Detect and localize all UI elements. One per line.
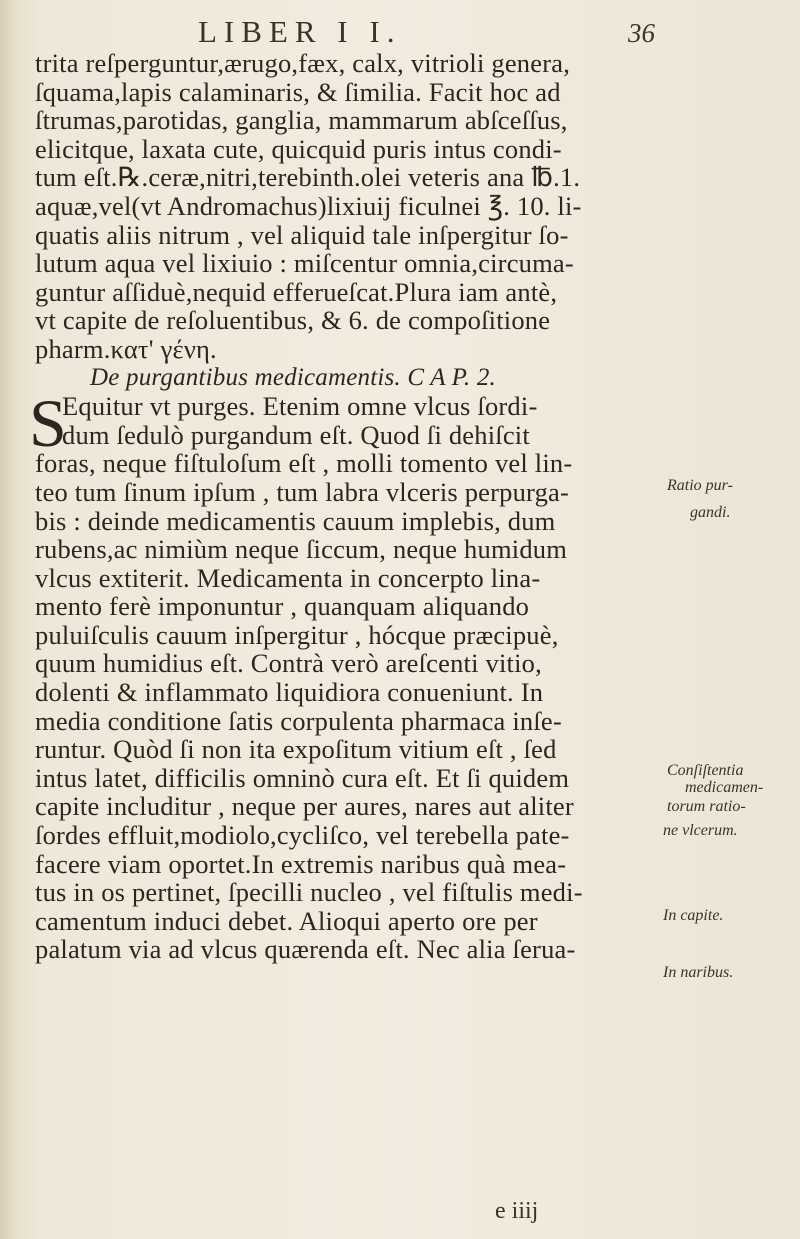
text-line: dum ſedulò purgandum eſt. Quod ſi dehiſcit — [62, 419, 530, 450]
text-line: guntur aſſiduè,nequid efferueſcat.Plura iam antè, — [35, 276, 558, 307]
margin-note-consistentia: Conſiſtentia — [667, 762, 744, 779]
page-gutter-shadow — [0, 0, 14, 1239]
margin-note-naribus: In naribus. — [663, 964, 734, 981]
text-line: ſquama,lapis calaminaris, & ſimilia. Facit hoc ad — [35, 76, 561, 107]
text-line: quum humidius eſt. Contrà verò areſcenti vitio, — [35, 648, 542, 679]
running-title: LIBER I I. — [198, 14, 402, 49]
text-line: pharm.κατ' γένη. — [35, 333, 217, 364]
margin-note-consistentia-cont: medicamen- — [685, 779, 764, 796]
chapter-heading: De purgantibus medicamentis. C A P. 2. — [90, 363, 496, 391]
text-line: palatum via ad vlcus quærenda eſt. Nec alia ſerua- — [35, 934, 576, 965]
text-line: camentum induci debet. Alioqui aperto ore per — [35, 905, 538, 936]
marginalia — [660, 0, 800, 1239]
text-line: quatis aliis nitrum , vel aliquid tale inſpergitur ſo- — [35, 219, 569, 250]
text-line: elicitque, laxata cute, quicquid puris intus condi- — [35, 133, 562, 164]
drop-cap: S — [29, 385, 68, 462]
catchword: e iiij — [495, 1198, 539, 1224]
text-line: bis : deinde medicamentis cauum implebis, dum — [35, 505, 556, 536]
main-text-block — [29, 48, 655, 965]
text-line: vt capite de reſoluentibus, & 6. de compoſitione — [35, 305, 551, 336]
margin-note-ratio-cont: gandi. — [690, 504, 731, 521]
text-line: dolenti & inflammato liquidiora conueniunt. In — [35, 677, 544, 708]
margin-note-capite: In capite. — [663, 907, 724, 924]
text-line: capite includitur , neque per aures, nares aut aliter — [35, 791, 574, 822]
text-line: intus latet, difficilis omninò cura eſt. Et ſi quidem — [35, 762, 570, 793]
text-line: puluiſculis cauum inſpergitur , hócque præcipuè, — [35, 619, 559, 650]
text-line: trita reſperguntur,ærugo,fæx, calx, vitrioli genera, — [35, 48, 571, 78]
text-line: tum eſt.℞.ceræ,nitri,terebinth.olei veteris ana ℔.1. — [35, 162, 581, 193]
page-number: 36 — [628, 18, 655, 48]
text-line: media conditione ſatis corpulenta pharmaca inſe- — [35, 705, 562, 736]
text-line: ſordes effluit,modiolo,cycliſco, vel terebella pate- — [35, 820, 570, 851]
text-line: rubens,ac nimiùm neque ſiccum, neque humidum — [35, 534, 568, 565]
text-line: aquæ,vel(vt Andromachus)lixiuij ficulnei ℥. 10. li- — [35, 190, 582, 221]
text-line: facere viam oportet.In extremis naribus quà mea- — [35, 848, 567, 879]
text-line: tus in os pertinet, ſpecilli nucleo , vel fiſtulis medi- — [35, 877, 583, 908]
margin-note-consistentia-cont: torum ratio- — [667, 798, 746, 815]
text-line: foras, neque fiſtuloſum eſt , molli tomento vel lin- — [35, 448, 573, 479]
text-line: ſtrumas,parotidas, ganglia, mammarum abſceſſus, — [35, 105, 568, 136]
text-line: vlcus extiterit. Medicamenta in concerpto lina- — [35, 562, 541, 593]
text-line-content: Equitur vt purges. Etenim omne vlcus ſordi- — [62, 391, 538, 422]
text-line: mento ferè imponuntur , quanquam aliquando — [35, 591, 530, 622]
text-line: lutum aqua vel lixiuio : miſcentur omnia,circuma- — [35, 248, 574, 279]
text-line: teo tum ſinum ipſum , tum labra vlceris perpurga- — [35, 476, 570, 507]
text-line: runtur. Quòd ſi non ita expoſitum vitium eſt , ſed — [35, 734, 557, 765]
margin-note-ratio: Ratio pur- — [667, 477, 733, 494]
margin-note-consistentia-cont: ne vlcerum. — [663, 822, 738, 839]
